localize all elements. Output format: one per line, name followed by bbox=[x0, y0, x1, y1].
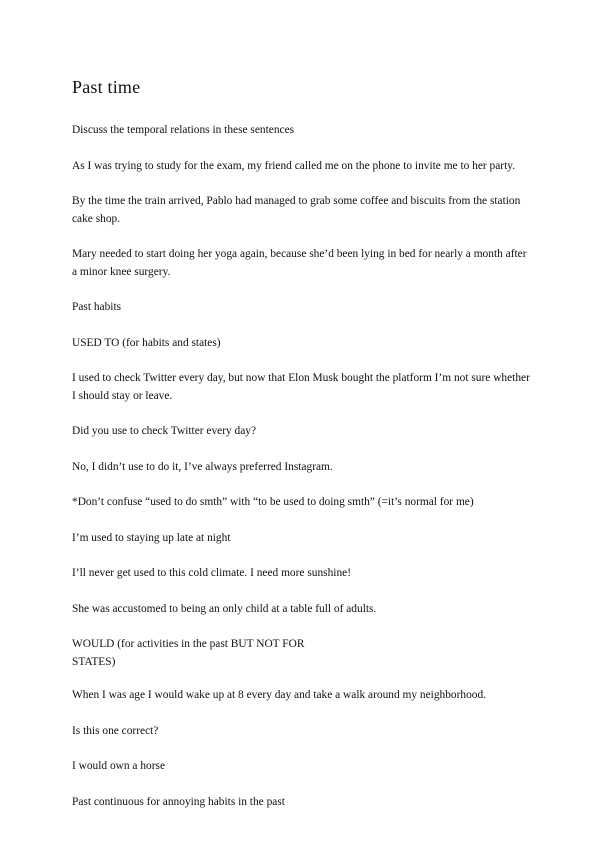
instruction-paragraph: Discuss the temporal relations in these sentences bbox=[72, 124, 295, 136]
example-sentence: Did you use to check Twitter every day? bbox=[72, 425, 257, 437]
subsection-heading: WOULD (for activities in the past BUT NOT FOR STATES) bbox=[72, 638, 305, 668]
example-sentence: I’ll never get used to this cold climate. I need more sunshine! bbox=[72, 567, 351, 579]
section-heading: Past habits bbox=[72, 301, 122, 313]
example-sentence: No, I didn’t use to do it, I’ve always preferred Instagram. bbox=[72, 460, 333, 473]
page-title: Past time bbox=[72, 77, 141, 97]
example-sentence: By the time the train arrived, Pablo had managed to grab some coffee and biscuits from the station cake shop. bbox=[72, 195, 521, 225]
note-paragraph: *Don’t confuse “used to do smth” with “to be used to doing smth” (=it’s normal for me) bbox=[72, 496, 474, 508]
example-sentence: When I was age I would wake up at 8 every day and take a walk around my neighborhood. bbox=[72, 689, 487, 701]
example-sentence: I would own a horse bbox=[72, 760, 166, 772]
example-sentence: I used to check Twitter every day, but now that Elon Musk bought the platform I’m not sure whether I should stay or leave. bbox=[72, 372, 530, 402]
question-paragraph: Is this one correct? bbox=[72, 724, 159, 737]
example-sentence: Mary needed to start doing her yoga again, because she’d been lying in bed for nearly a month after a minor knee surgery. bbox=[72, 248, 527, 278]
example-sentence: She was accustomed to being an only child at a table full of adults. bbox=[72, 602, 377, 615]
example-sentence: I’m used to staying up late at night bbox=[72, 531, 231, 544]
document-page bbox=[72, 76, 530, 829]
section-heading: Past continuous for annoying habits in the past bbox=[72, 795, 285, 808]
example-sentence: As I was trying to study for the exam, my friend called me on the phone to invite me to her party. bbox=[72, 159, 516, 172]
subsection-heading: USED TO (for habits and states) bbox=[72, 336, 221, 349]
